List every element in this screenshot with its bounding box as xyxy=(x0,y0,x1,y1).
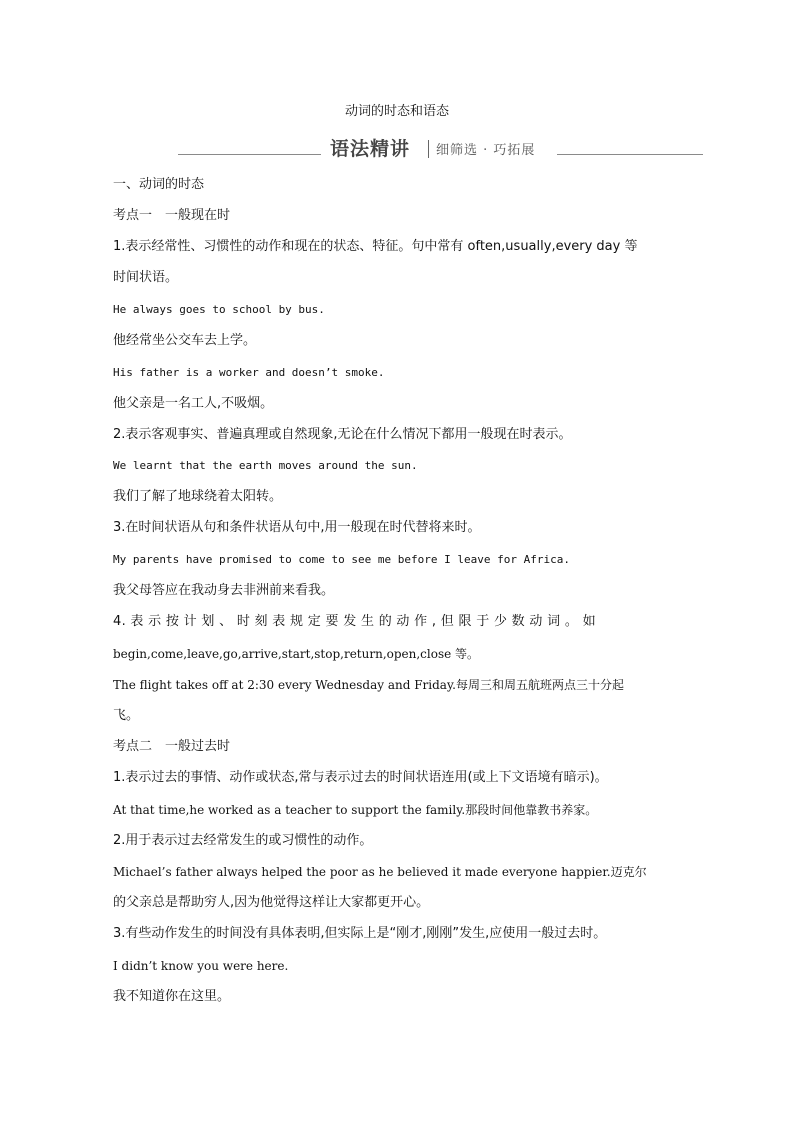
example-sentence: My parents have promised to come to see me before I leave for Africa. xyxy=(113,553,570,566)
rule-text: 2.表示客观事实、普遍真理或自然现象,无论在什么情况下都用一般现在时表示。 xyxy=(113,427,572,442)
example-translation: 我父母答应在我动身去非洲前来看我。 xyxy=(113,583,335,598)
example-translation: 他经常坐公交车去上学。 xyxy=(113,333,257,348)
example-sentence: He always goes to school by bus. xyxy=(113,303,325,316)
rule-text: 1.表示过去的事情、动作或状态,常与表示过去的时间状语连用(或上下文语境有暗示)。 xyxy=(113,770,608,785)
example-sentence: The flight takes off at 2:30 every Wednesday and Friday.每周三和周五航班两点三十分起 xyxy=(113,678,624,692)
page-title: 动词的时态和语态 xyxy=(344,104,449,119)
example-sentence: At that time,he worked as a teacher to support the family.那段时间他靠教书养家。 xyxy=(113,803,598,817)
section-heading: 一、动词的时态 xyxy=(113,177,205,192)
rule-text: 3.有些动作发生的时间没有具体表明,但实际上是“刚才,刚刚”发生,应使用一般过去时。 xyxy=(113,926,607,941)
rule-text: 1.表示经常性、习惯性的动作和现在的状态、特征。句中常有 often,usually,every day 等 xyxy=(113,239,638,254)
rule-text: 2.用于表示过去经常发生的或习惯性的动作。 xyxy=(113,833,373,848)
banner-rule-right xyxy=(557,154,703,155)
rule-text: 3.在时间状语从句和条件状语从句中,用一般现在时代替将来时。 xyxy=(113,520,481,535)
example-translation: 我不知道你在这里。 xyxy=(113,989,231,1004)
example-sentence: I didn’t know you were here. xyxy=(113,959,289,973)
example-sentence: Michael’s father always helped the poor as he believed it made everyone happier.迈克尔 xyxy=(113,865,647,879)
rule-text: 时间状语。 xyxy=(113,270,179,285)
topic-heading: 考点一 一般现在时 xyxy=(113,208,231,223)
topic-heading: 考点二 一般过去时 xyxy=(113,739,231,754)
section-banner-title: 语法精讲 xyxy=(330,138,411,160)
example-translation: 他父亲是一名工人,不吸烟。 xyxy=(113,396,274,411)
example-sentence: His father is a worker and doesn’t smoke. xyxy=(113,366,385,379)
example-translation: 飞。 xyxy=(113,708,140,723)
banner-rule-left xyxy=(178,154,321,155)
section-banner-subtitle: 细筛选 · 巧拓展 xyxy=(436,143,536,158)
example-translation: 我们了解了地球绕着太阳转。 xyxy=(113,489,283,504)
rule-text: begin,come,leave,go,arrive,start,stop,return,open,close 等。 xyxy=(113,647,480,661)
banner-divider xyxy=(428,140,429,158)
example-translation: 的父亲总是帮助穷人,因为他觉得这样让大家都更开心。 xyxy=(113,895,430,910)
example-sentence: We learnt that the earth moves around the sun. xyxy=(113,459,418,472)
rule-text: 4. 表 示 按 计 划 、 时 刻 表 规 定 要 发 生 的 动 作 , 但 限 于 少 数 动 词 。 如 xyxy=(113,614,596,629)
